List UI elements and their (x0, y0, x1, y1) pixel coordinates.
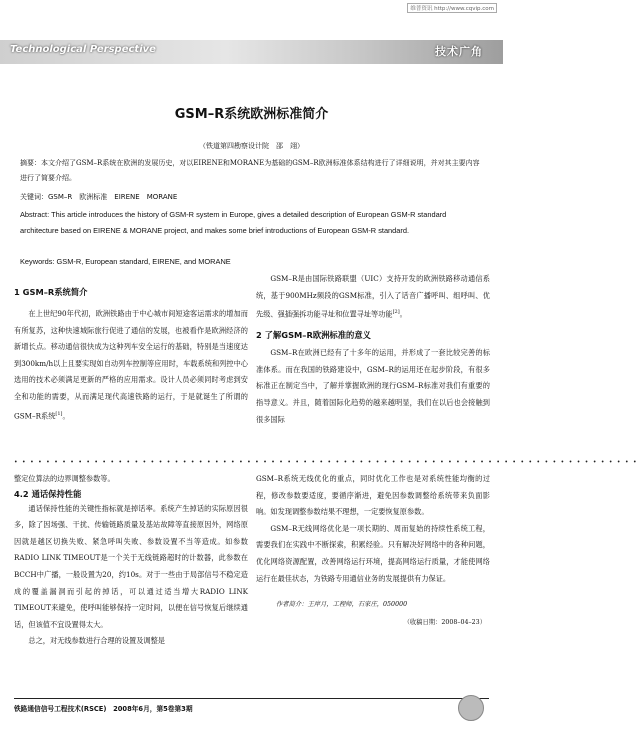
keywords-chinese: 关键词：GSM–R 欧洲标准 EIRENE MORANE (20, 193, 178, 201)
author-bio: 作者简介：王岸月，工程师，石家庄，050000 (276, 601, 408, 609)
watermark: 维普资讯 http://www.cqvip.com (407, 3, 497, 13)
gsmr-intro-end: 。 (399, 309, 407, 319)
section-2-body (256, 345, 490, 428)
abstract-english: Abstract: This article introduces the history of GSM-R system in Europe, gives a detailed description of European GSM-R standard architecture based on EIRENE & MORANE project, and makes some brief introductions of European GSM-R standard. (20, 210, 447, 235)
section-1-body (14, 306, 248, 425)
article-author: （铁道第四勘察设计院 邵 翊） (199, 142, 304, 150)
separator-dots: •••••••••••••••••••••••••••••••••••••••••••••••••••••••••••••••••••••••••••••• (14, 459, 641, 466)
abstract-chinese: 摘要：本文介绍了GSM–R系统在欧洲的发展历史，对以EIRENE和MORANE为基础的GSM–R欧洲标准体系结构进行了详细说明，并对其主要内容进行了简要介绍。 (20, 159, 480, 182)
gsmr-intro-body (256, 271, 490, 323)
section-4-2-heading: 4.2 通话保持性能 (14, 488, 82, 499)
article-title: GSM–R系统欧洲标准简介 (174, 107, 329, 122)
section-1-text: 在上世纪90年代初，欧洲铁路由于中心城市间短途客运需求的增加而有所复苏，这种快速城际旅行促进了通信的发展，也被看作是欧洲经济的新增长点。移动通信很快成为这种列车安全运行的基础，特别是当速度达到300km/h以上且要实现如自动列车控制等应用时，车载系统和列控中心选用的技术必须满足更新的严格的应用需求。设计人员必须同时考虑到安全和功能的需要，从而满足现代高速铁路的运行，于是就诞生了所谓的GSM–R系统 (14, 309, 248, 420)
section-4-2-body (14, 501, 248, 650)
conclusion-text: GSM–R无线网络优化是一项长期的、周而复始的持续性系统工程，需要我们在实践中不断探索，积累经验。只有解决好网络中的各种问题，优化网络资源配置，改善网络运行环境，提高网络运行质量，才能使网络运行在最佳状态，为铁路专用通信业务的发展提供有力保证。 (256, 523, 490, 583)
journal-emblem-icon (458, 695, 484, 721)
right-column-top (256, 271, 490, 428)
left-column-bottom (14, 471, 248, 650)
continued-text: 整定位算法的边界调整参数等。 (14, 474, 115, 483)
optimization-text: GSM–R系统无线优化的重点，同时优化工作也是对系统性能均衡的过程，修改参数要适度，要循序渐进，避免因参数调整给系统带来负面影响。如发现调整参数结果不理想，一定要恢复原参数。 (256, 474, 490, 517)
summary-text: 总之，对无线参数进行合理的设置及调整是 (28, 636, 165, 646)
section-2-heading: 2 了解GSM–R欧洲标准的意义 (256, 330, 371, 341)
banner-chinese-label: 技术广角 (435, 45, 483, 58)
footer-rule (14, 698, 489, 699)
section-1-heading: 1 GSM–R系统简介 (14, 287, 88, 297)
journal-footer: 铁路通信信号工程技术(RSCE) 2008年6月，第5卷第3期 (14, 705, 193, 713)
section-2-text: GSM–R在欧洲已经有了十多年的运用，并形成了一套比较完善的标准体系。而在我国的铁路建设中，GSM–R的运用还在起步阶段，有很多标准正在制定当中，了解并掌握欧洲的现行GSM–R标准对我们有重要的指导意义。并且，随着国际化趋势的越来越明显，我们在以后也会接触到很多国际 (256, 348, 490, 424)
citation-1: [1] (55, 410, 63, 417)
banner-english-label: Technological Perspective (10, 44, 156, 55)
left-column-top (14, 286, 248, 425)
keywords-english: Keywords: GSM-R, European standard, EIRENE, and MORANE (20, 257, 231, 266)
right-column-bottom (256, 471, 490, 626)
section-1-end: 。 (62, 410, 70, 420)
received-date: （收稿日期：2008–04–23） (403, 619, 486, 627)
gsmr-intro-text: GSM–R是由国际铁路联盟（UIC）支持开发的欧洲铁路移动通信系统，基于900MHz频段的GSM标准，引入了话音广播呼叫、组呼叫、优先级、强插强拆功能寻址和位置寻址等功能 (256, 274, 490, 319)
section-4-2-text: 通话保持性能的关键性指标就是掉话率。系统产生掉话的实际原因很多，除了因场强、干扰、传输链路质量及基站故障等直接原因外，网络原因就是越区切换失败、紧急呼叫失败、参数设置不当等造成。如参数RADIO LINK TIMEOUT是一个关于无线链路超时的计数器，此参数在BCCH中广播，一般设置为20，约10s。对于一些由于局部信号不稳定造成的覆盖漏洞而引起的掉话，可以通过适当增大RADIO LINK TIMEOUT来避免，使呼叫能够保持一定时间，以便在信号恢复后继续通话，但该值不宜设置得太大。 (14, 503, 248, 629)
citation-2: [2] (392, 309, 400, 316)
optimization-body (256, 471, 490, 587)
